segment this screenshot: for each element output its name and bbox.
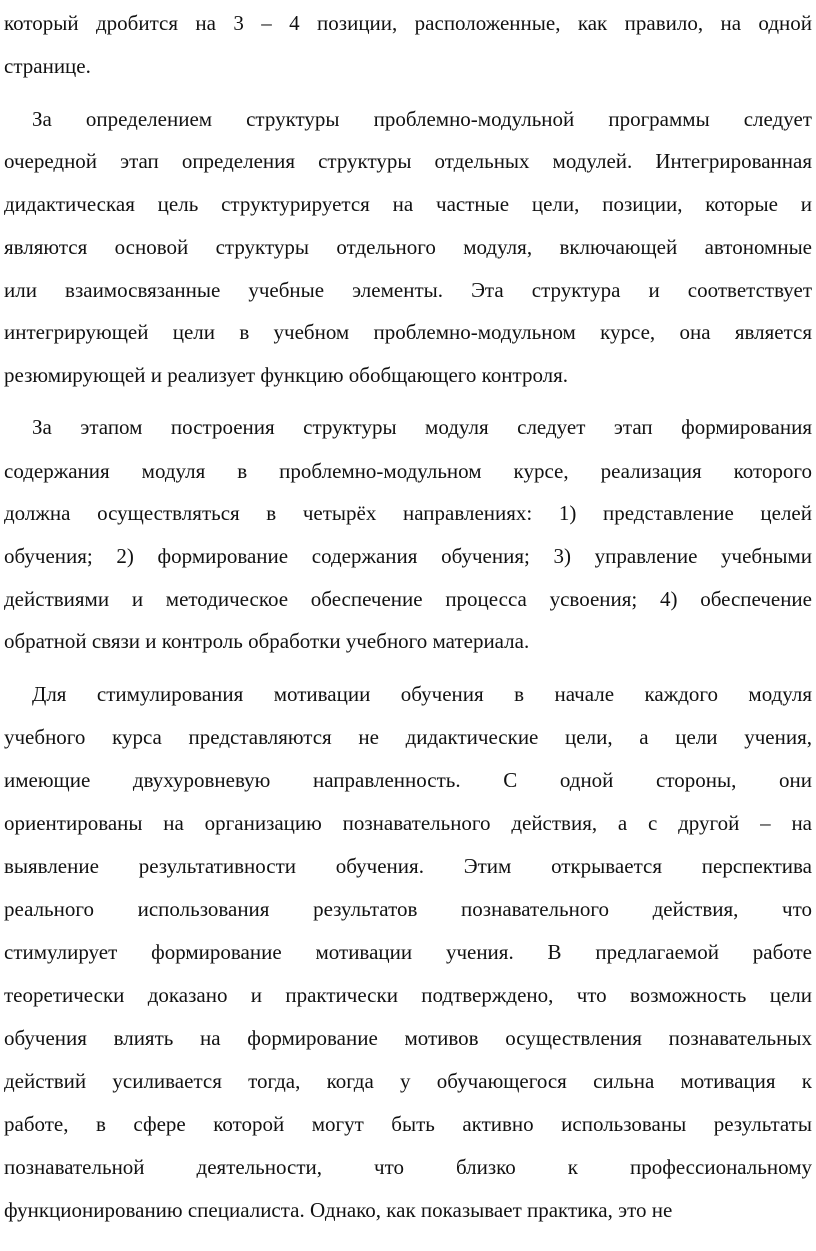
text-line: работе, в сфере которой могут быть активно использованы результаты — [4, 1112, 812, 1136]
text-line: действий усиливается тогда, когда у обучающегося сильна мотивация к — [4, 1069, 812, 1093]
text-line: ориентированы на организацию познавательного действия, а с другой – на — [4, 811, 812, 835]
text-line: познавательной деятельности, что близко к профессиональному — [4, 1155, 812, 1179]
text-line: реального использования результатов познавательного действия, что — [4, 897, 812, 921]
text-line: являются основой структуры отдельного модуля, включающей автономные — [4, 235, 812, 259]
text-line: Для стимулирования мотивации обучения в начале каждого модуля — [32, 682, 812, 706]
text-line: действиями и методическое обеспечение процесса усвоения; 4) обеспечение — [4, 587, 812, 611]
text-line: обучения влиять на формирование мотивов осуществления познавательных — [4, 1026, 812, 1050]
text-line: имеющие двухуровневую направленность. С одной стороны, они — [4, 768, 812, 792]
text-line: очередной этап определения структуры отдельных модулей. Интегрированная — [4, 149, 812, 173]
text-line: За этапом построения структуры модуля следует этап формирования — [32, 415, 812, 439]
text-line: учебного курса представляются не дидактические цели, а цели учения, — [4, 725, 812, 749]
text-line: выявление результативности обучения. Этим открывается перспектива — [4, 854, 812, 878]
text-line: резюмирующей и реализует функцию обобщающего контроля. — [4, 363, 569, 387]
text-line: дидактическая цель структурируется на частные цели, позиции, которые и — [4, 192, 812, 216]
text-line: должна осуществляться в четырёх направлениях: 1) представление целей — [4, 501, 812, 525]
text-line: За определением структуры проблемно-модульной программы следует — [32, 107, 812, 131]
text-line: странице. — [4, 54, 91, 78]
document-page — [4, 0, 812, 1251]
text-line: содержания модуля в проблемно-модульном курсе, реализация которого — [4, 459, 812, 483]
text-line: функционированию специалиста. Однако, как показывает практика, это не — [4, 1198, 673, 1222]
text-line: обратной связи и контроль обработки учебного материала. — [4, 629, 530, 653]
text-line: который дробится на 3 – 4 позиции, расположенные, как правило, на одной — [4, 11, 812, 35]
text-line: теоретически доказано и практически подтверждено, что возможность цели — [4, 983, 812, 1007]
text-line: стимулирует формирование мотивации учения. В предлагаемой работе — [4, 940, 812, 964]
text-line: обучения; 2) формирование содержания обучения; 3) управление учебными — [4, 544, 812, 568]
text-line: интегрирующей цели в учебном проблемно-модульном курсе, она является — [4, 320, 812, 344]
text-line: или взаимосвязанные учебные элементы. Эта структура и соответствует — [4, 278, 812, 302]
